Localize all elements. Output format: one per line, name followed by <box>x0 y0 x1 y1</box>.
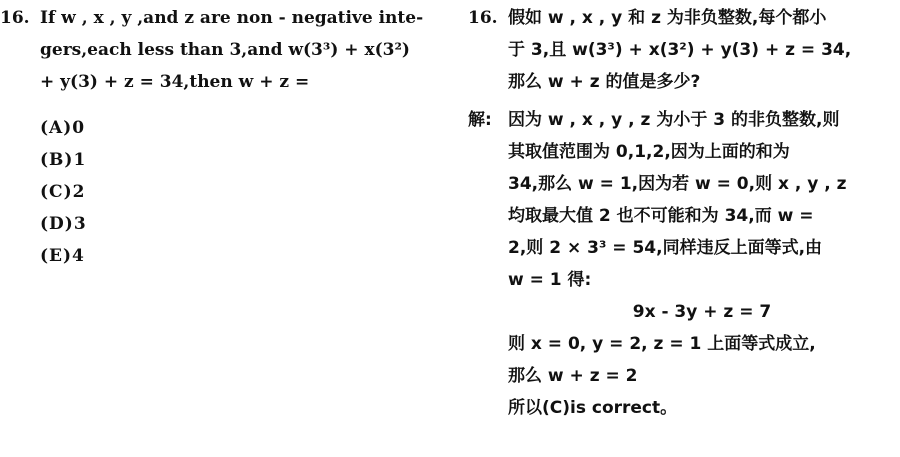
question-number: 16. <box>468 8 498 28</box>
stem-line: gers,each less than 3,and w(3³) + x(3²) <box>40 40 410 60</box>
solution <box>468 104 896 424</box>
solution-body <box>508 104 896 424</box>
conclusion-line: 则 x = 0, y = 2, z = 1 上面等式成立, <box>508 334 816 354</box>
option-b: (B)1 <box>40 150 87 170</box>
solution-line: 其取值范围为 0,1,2,因为上面的和为 <box>508 142 790 162</box>
question-stem-zh <box>508 2 896 98</box>
solution-line: 因为 w , x , y , z 为小于 3 的非负整数,则 <box>508 110 840 130</box>
question-stem <box>40 2 430 98</box>
question-16-zh <box>468 2 896 98</box>
stem-line: 于 3,且 w(3³) + x(3²) + y(3) + z = 34, <box>508 40 852 60</box>
equation: 9x - 3y + z = 7 <box>632 302 772 322</box>
stem-line: If w , x , y ,and z are non - negative inte- <box>40 8 424 28</box>
question-number: 16. <box>0 8 30 28</box>
option-a: (A)0 <box>40 118 86 138</box>
chinese-question <box>468 2 896 424</box>
solution-line: 34,那么 w = 1,因为若 w = 0,则 x , y , z <box>508 174 847 194</box>
solution-line: w = 1 得: <box>508 270 592 290</box>
conclusion-line: 那么 w + z = 2 <box>508 366 638 386</box>
solution-line: 2,则 2 × 3³ = 54,同样违反上面等式,由 <box>508 238 823 258</box>
stem-line: 假如 w , x , y 和 z 为非负整数,每个都小 <box>508 8 827 28</box>
option-d: (D)3 <box>40 214 87 234</box>
stem-line: 那么 w + z 的值是多少? <box>508 72 701 92</box>
conclusion-line: 所以(C)is correct。 <box>508 398 678 418</box>
solution-label: 解: <box>468 110 492 130</box>
option-c: (C)2 <box>40 182 86 202</box>
english-question <box>0 2 430 272</box>
option-e: (E)4 <box>40 246 85 266</box>
stem-line: + y(3) + z = 34,then w + z = <box>40 72 310 92</box>
answer-options <box>40 112 430 272</box>
question-16-en <box>0 2 430 98</box>
solution-line: 均取最大值 2 也不可能和为 34,而 w = <box>508 206 814 226</box>
